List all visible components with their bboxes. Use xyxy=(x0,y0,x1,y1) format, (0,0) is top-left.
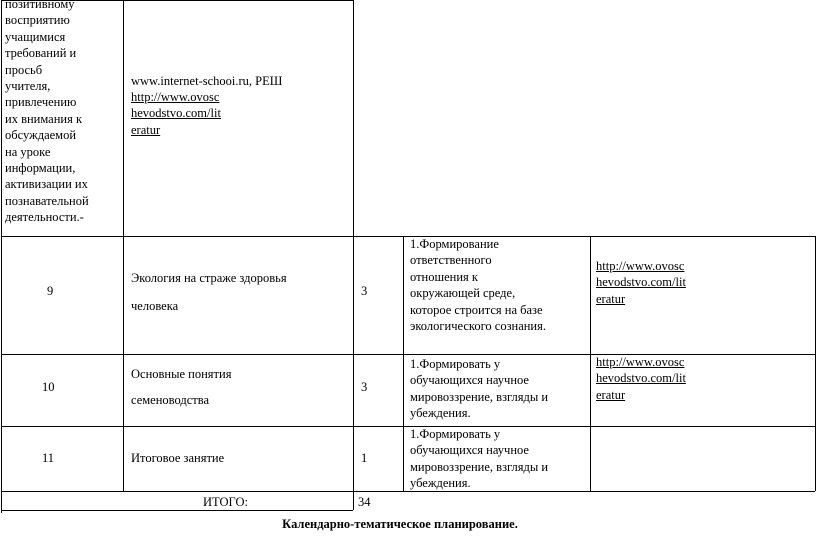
grid-line xyxy=(1,491,815,492)
row-10-hours: 3 xyxy=(361,380,368,394)
row-11-hours: 1 xyxy=(361,451,368,465)
page-caption: Календарно-тематическое планирование. xyxy=(282,517,518,531)
top-row-resources-link[interactable]: http://www.ovosc hevodstvo.com/lit eratur xyxy=(131,90,221,137)
total-label: ИТОГО: xyxy=(203,495,248,509)
row-9-topic: Экология на страже здоровья человека xyxy=(131,271,287,313)
grid-line xyxy=(1,426,815,427)
row-11-topic: Итоговое занятие xyxy=(131,451,225,465)
row-11-goal: 1.Формировать у обучающихся научное мировоззрение, взгляды и убеждения. xyxy=(410,427,549,491)
grid-line xyxy=(123,0,124,491)
row-9-link[interactable]: http://www.ovosc hevodstvo.com/lit eratur xyxy=(596,259,686,306)
grid-line xyxy=(1,236,815,237)
row-10-link[interactable]: http://www.ovosc hevodstvo.com/lit eratur xyxy=(596,355,686,402)
top-row-description: позитивному восприятию учащимися требований и просьб учителя, привлечению их внимания к обсуждаемой на уроке информации, активизации их познавательной деятельности.- xyxy=(5,0,89,225)
row-9-number: 9 xyxy=(47,284,54,298)
grid-line xyxy=(403,236,404,491)
row-11-number: 11 xyxy=(42,451,55,465)
row-10-number: 10 xyxy=(42,380,55,394)
row-9-goal: 1.Формирование ответственного отношения к окружающей среде, которое строится на базе экологического сознания. xyxy=(410,237,546,334)
row-10-goal: 1.Формировать у обучающихся научное мировоззрение, взгляды и убеждения. xyxy=(410,357,549,421)
grid-line xyxy=(590,236,591,491)
top-row-resources-text: www.internet-schooi.ru, РЕШ xyxy=(131,74,283,88)
total-value: 34 xyxy=(358,495,371,509)
grid-line xyxy=(1,0,2,513)
row-9-hours: 3 xyxy=(361,284,368,298)
grid-line xyxy=(1,510,353,511)
row-10-topic: Основные понятия семеноводства xyxy=(131,367,232,407)
grid-line xyxy=(353,0,354,510)
